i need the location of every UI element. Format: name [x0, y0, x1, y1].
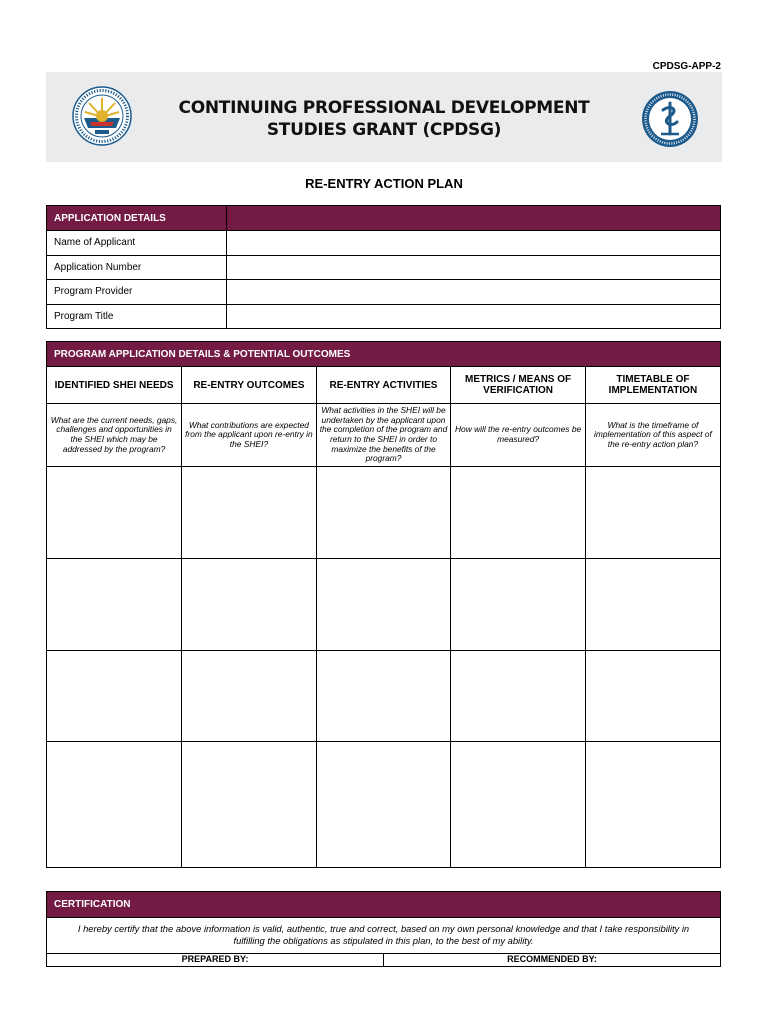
entry-cell[interactable] — [316, 651, 451, 742]
table-row — [47, 467, 720, 559]
field-row-program-provider — [47, 279, 720, 304]
plan-title: RE-ENTRY ACTION PLAN — [305, 176, 463, 191]
entry-cell[interactable] — [451, 651, 586, 742]
field-row-application-number — [47, 255, 720, 280]
table-row — [47, 559, 720, 651]
guide-question: What contributions are expected from the applicant upon re-entry in the SHEI? — [182, 404, 317, 467]
table-row — [47, 742, 720, 867]
entry-cell[interactable] — [585, 467, 720, 559]
entry-cell[interactable] — [182, 742, 317, 867]
field-row-name-of-applicant — [47, 230, 720, 255]
entry-cell[interactable] — [182, 559, 317, 651]
entry-cell[interactable] — [47, 742, 182, 867]
field-label: Application Number — [47, 256, 227, 280]
name-of-applicant-field[interactable] — [227, 231, 720, 255]
entry-cell[interactable] — [451, 467, 586, 559]
program-section-heading: PROGRAM APPLICATION DETAILS & POTENTIAL OUTCOMES — [47, 342, 720, 366]
banner-title — [136, 97, 632, 141]
guide-question-row — [47, 404, 720, 467]
program-provider-field[interactable] — [227, 280, 720, 304]
entry-cell[interactable] — [182, 467, 317, 559]
local-graduate-scholarships-office-seal-icon — [641, 90, 699, 148]
signature-row — [47, 953, 720, 966]
field-label: Program Title — [47, 305, 227, 329]
entry-cell[interactable] — [47, 559, 182, 651]
guide-question: What activities in the SHEI will be undertaken by the applicant upon the completion of the program and return to the SHEI in order to maximize the benefits of the program? — [316, 404, 451, 467]
entry-cell[interactable] — [182, 651, 317, 742]
column-header-row — [47, 367, 720, 404]
column-header: RE-ENTRY ACTIVITIES — [316, 367, 451, 404]
column-header: TIMETABLE OF IMPLEMENTATION — [585, 367, 720, 404]
column-header: IDENTIFIED SHEI NEEDS — [47, 367, 182, 404]
certification-heading: CERTIFICATION — [47, 892, 720, 917]
program-title-field[interactable] — [227, 305, 720, 329]
certification-section — [46, 891, 721, 967]
entry-cell[interactable] — [585, 651, 720, 742]
entry-cell[interactable] — [451, 742, 586, 867]
banner-title-line1: CONTINUING PROFESSIONAL DEVELOPMENT — [178, 98, 590, 118]
entry-cell[interactable] — [316, 742, 451, 867]
guide-question: How will the re-entry outcomes be measured? — [451, 404, 586, 467]
guide-question: What are the current needs, gaps, challenges and opportunities in the SHEI which may be addressed by the program? — [47, 404, 182, 467]
program-outcomes-table — [46, 341, 721, 868]
field-label: Program Provider — [47, 280, 227, 304]
entry-cell[interactable] — [316, 467, 451, 559]
table-row — [47, 651, 720, 742]
application-details-header — [47, 206, 720, 230]
prepared-by-label: PREPARED BY: — [47, 954, 384, 966]
entry-cell[interactable] — [47, 651, 182, 742]
certification-statement: I hereby certify that the above information is valid, authentic, true and correct, based on my own personal knowledge and that I take responsibility in fulfilling the obligations as stipulated in this plan, to the best of my ability. — [47, 917, 720, 953]
form-code: CPDSG-APP-2 — [652, 61, 721, 72]
application-details-table — [46, 205, 721, 329]
header-banner — [46, 72, 722, 162]
recommended-by-label: RECOMMENDED BY: — [507, 954, 597, 964]
field-label: Name of Applicant — [47, 231, 227, 255]
guide-question: What is the timeframe of implementation of this aspect of the re-entry action plan? — [585, 404, 720, 467]
application-number-field[interactable] — [227, 256, 720, 280]
field-row-program-title — [47, 304, 720, 329]
banner-title-line2: STUDIES GRANT (CPDSG) — [266, 120, 502, 140]
application-details-heading: APPLICATION DETAILS — [47, 206, 227, 230]
entry-cell[interactable] — [47, 467, 182, 559]
entry-cell[interactable] — [585, 559, 720, 651]
entry-cell[interactable] — [316, 559, 451, 651]
commission-on-higher-education-seal-icon — [72, 86, 132, 146]
column-header: METRICS / MEANS OF VERIFICATION — [451, 367, 586, 404]
column-header: RE-ENTRY OUTCOMES — [182, 367, 317, 404]
entry-cell[interactable] — [451, 559, 586, 651]
entry-cell[interactable] — [585, 742, 720, 867]
